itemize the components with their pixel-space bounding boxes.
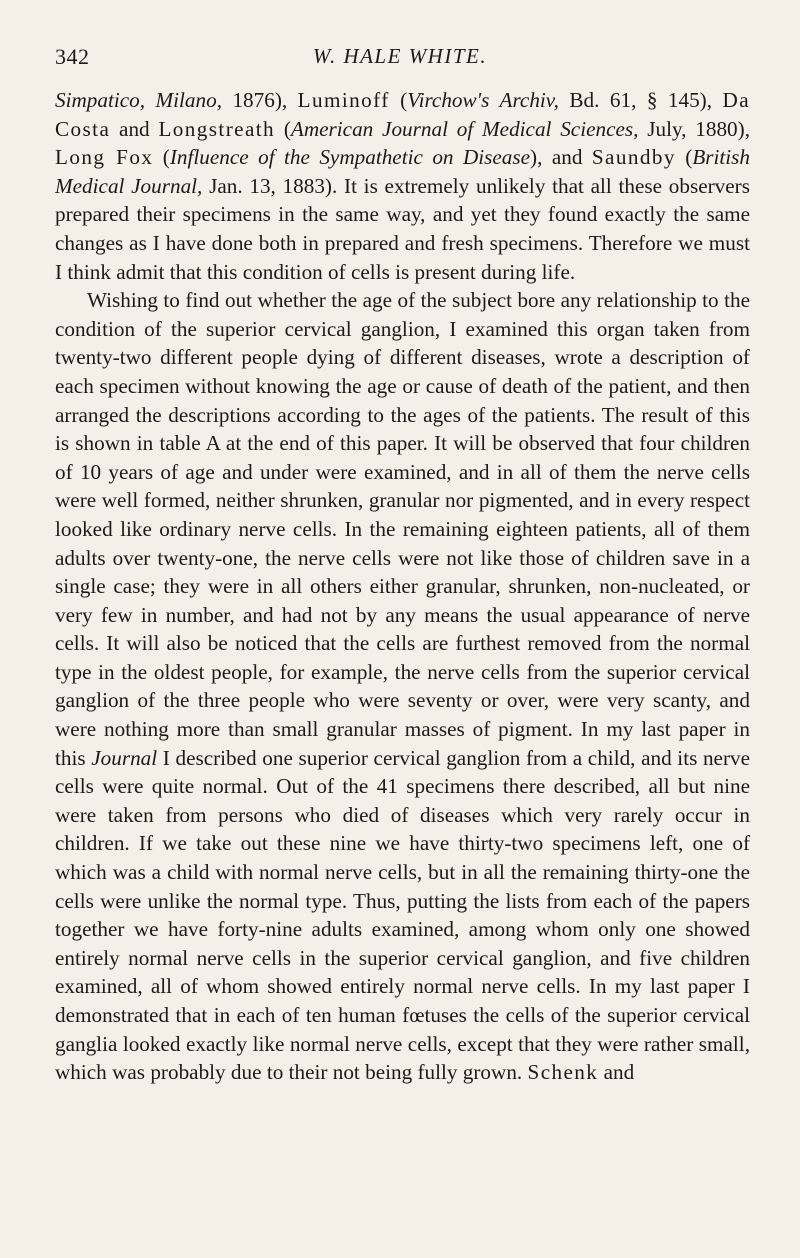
- text-run: (: [389, 88, 408, 112]
- italic-text: Journal: [91, 745, 158, 770]
- author-name: Luminoff: [297, 88, 390, 112]
- italic-text: American Journal of Medical Sciences,: [290, 116, 639, 141]
- body-text: [55, 86, 750, 1087]
- text-run: 1876),: [222, 88, 298, 112]
- italic-text: Virchow's Archiv,: [407, 88, 559, 112]
- page-header: [55, 44, 745, 74]
- text-run: (: [675, 145, 693, 170]
- author-name: Da Costa: [55, 88, 751, 141]
- italic-text: Simpatico, Milano,: [55, 88, 222, 112]
- text-run: I described one superior cervical ganglion from a child, and its nerve cells were quite normal. Out of the 41 specimens there described, all but nine were taken from persons who died of diseases which very rarely occur in children. If we take out these nine we have thirty-two specimens left, one of which was a child with normal nerve cells, but in all the remaining thirty-one the cells were unlike the normal type. Thus, putting the lists from each of the papers together we have forty-nine adults examined, among whom only one showed entirely normal nerve cells in the superior cervical ganglion, and five children examined, all of whom showed entirely normal nerve cells. In my last paper I demonstrated that in each of ten human fœtuses the cells of the superior cervical ganglia looked exactly like normal nerve cells, except that they were rather small, which was probably due to their not being fully grown.: [55, 745, 750, 1085]
- running-head: W. HALE WHITE.: [312, 44, 488, 68]
- text-run: and: [110, 116, 159, 141]
- text-run: July, 1880),: [638, 116, 750, 141]
- text-run: ), and: [530, 145, 592, 170]
- text-run: Wishing to find out whether the age of the subject bore any relationship to the condition of the superior cervical ganglion, I examined this organ taken from twenty-two different people dying of different diseases, wrote a description of each specimen without knowing the age or cause of death of the patient, and then arranged the descriptions according to the ages of the patients. The result of this is shown in table A at the end of this paper. It will be observed that four children of 10 years of age and under were examined, and in all of them the nerve cells were well formed, neither shrunken, granular nor pigmented, and in every respect looked like ordinary nerve cells. In the remaining eighteen patients, all of them adults over twenty-one, the nerve cells were not like those of children save in a single case; they were in all others either granular, shrunken, non-nucleated, or very few in number, and had not by any means the usual appearance of nerve cells. It will also be noticed that the cells are furthest removed from the normal type in the oldest people, for example, the nerve cells from the superior cervical ganglion of the three people who were seventy or over, were very scanty, and were nothing more than small granular masses of pigment. In my last paper in this: [55, 288, 750, 770]
- paragraph-citations: [55, 86, 750, 286]
- author-name: Saundby: [591, 145, 676, 170]
- author-name: Schenk: [527, 1060, 599, 1085]
- text-run: Jan. 13, 1883). It is extremely unlikely that all these observers prepared their specimens in the same way, and yet they found exactly the same changes as I have done both in prepared and fresh specimens. Therefore we must I think admit that this condition of cells is present during life.: [55, 173, 750, 284]
- italic-text: British Medical Journal,: [55, 145, 751, 198]
- text-run: Bd. 61, § 145),: [558, 88, 723, 112]
- paragraph-age-study: [55, 286, 750, 1087]
- author-name: Long Fox: [55, 145, 154, 170]
- text-run: and: [598, 1060, 635, 1085]
- text-run: (: [153, 145, 170, 170]
- page-number: 342: [55, 44, 90, 69]
- author-name: Longstreath: [158, 116, 276, 141]
- text-run: (: [275, 116, 291, 141]
- italic-text: Influence of the Sympathetic on Disease: [169, 145, 531, 170]
